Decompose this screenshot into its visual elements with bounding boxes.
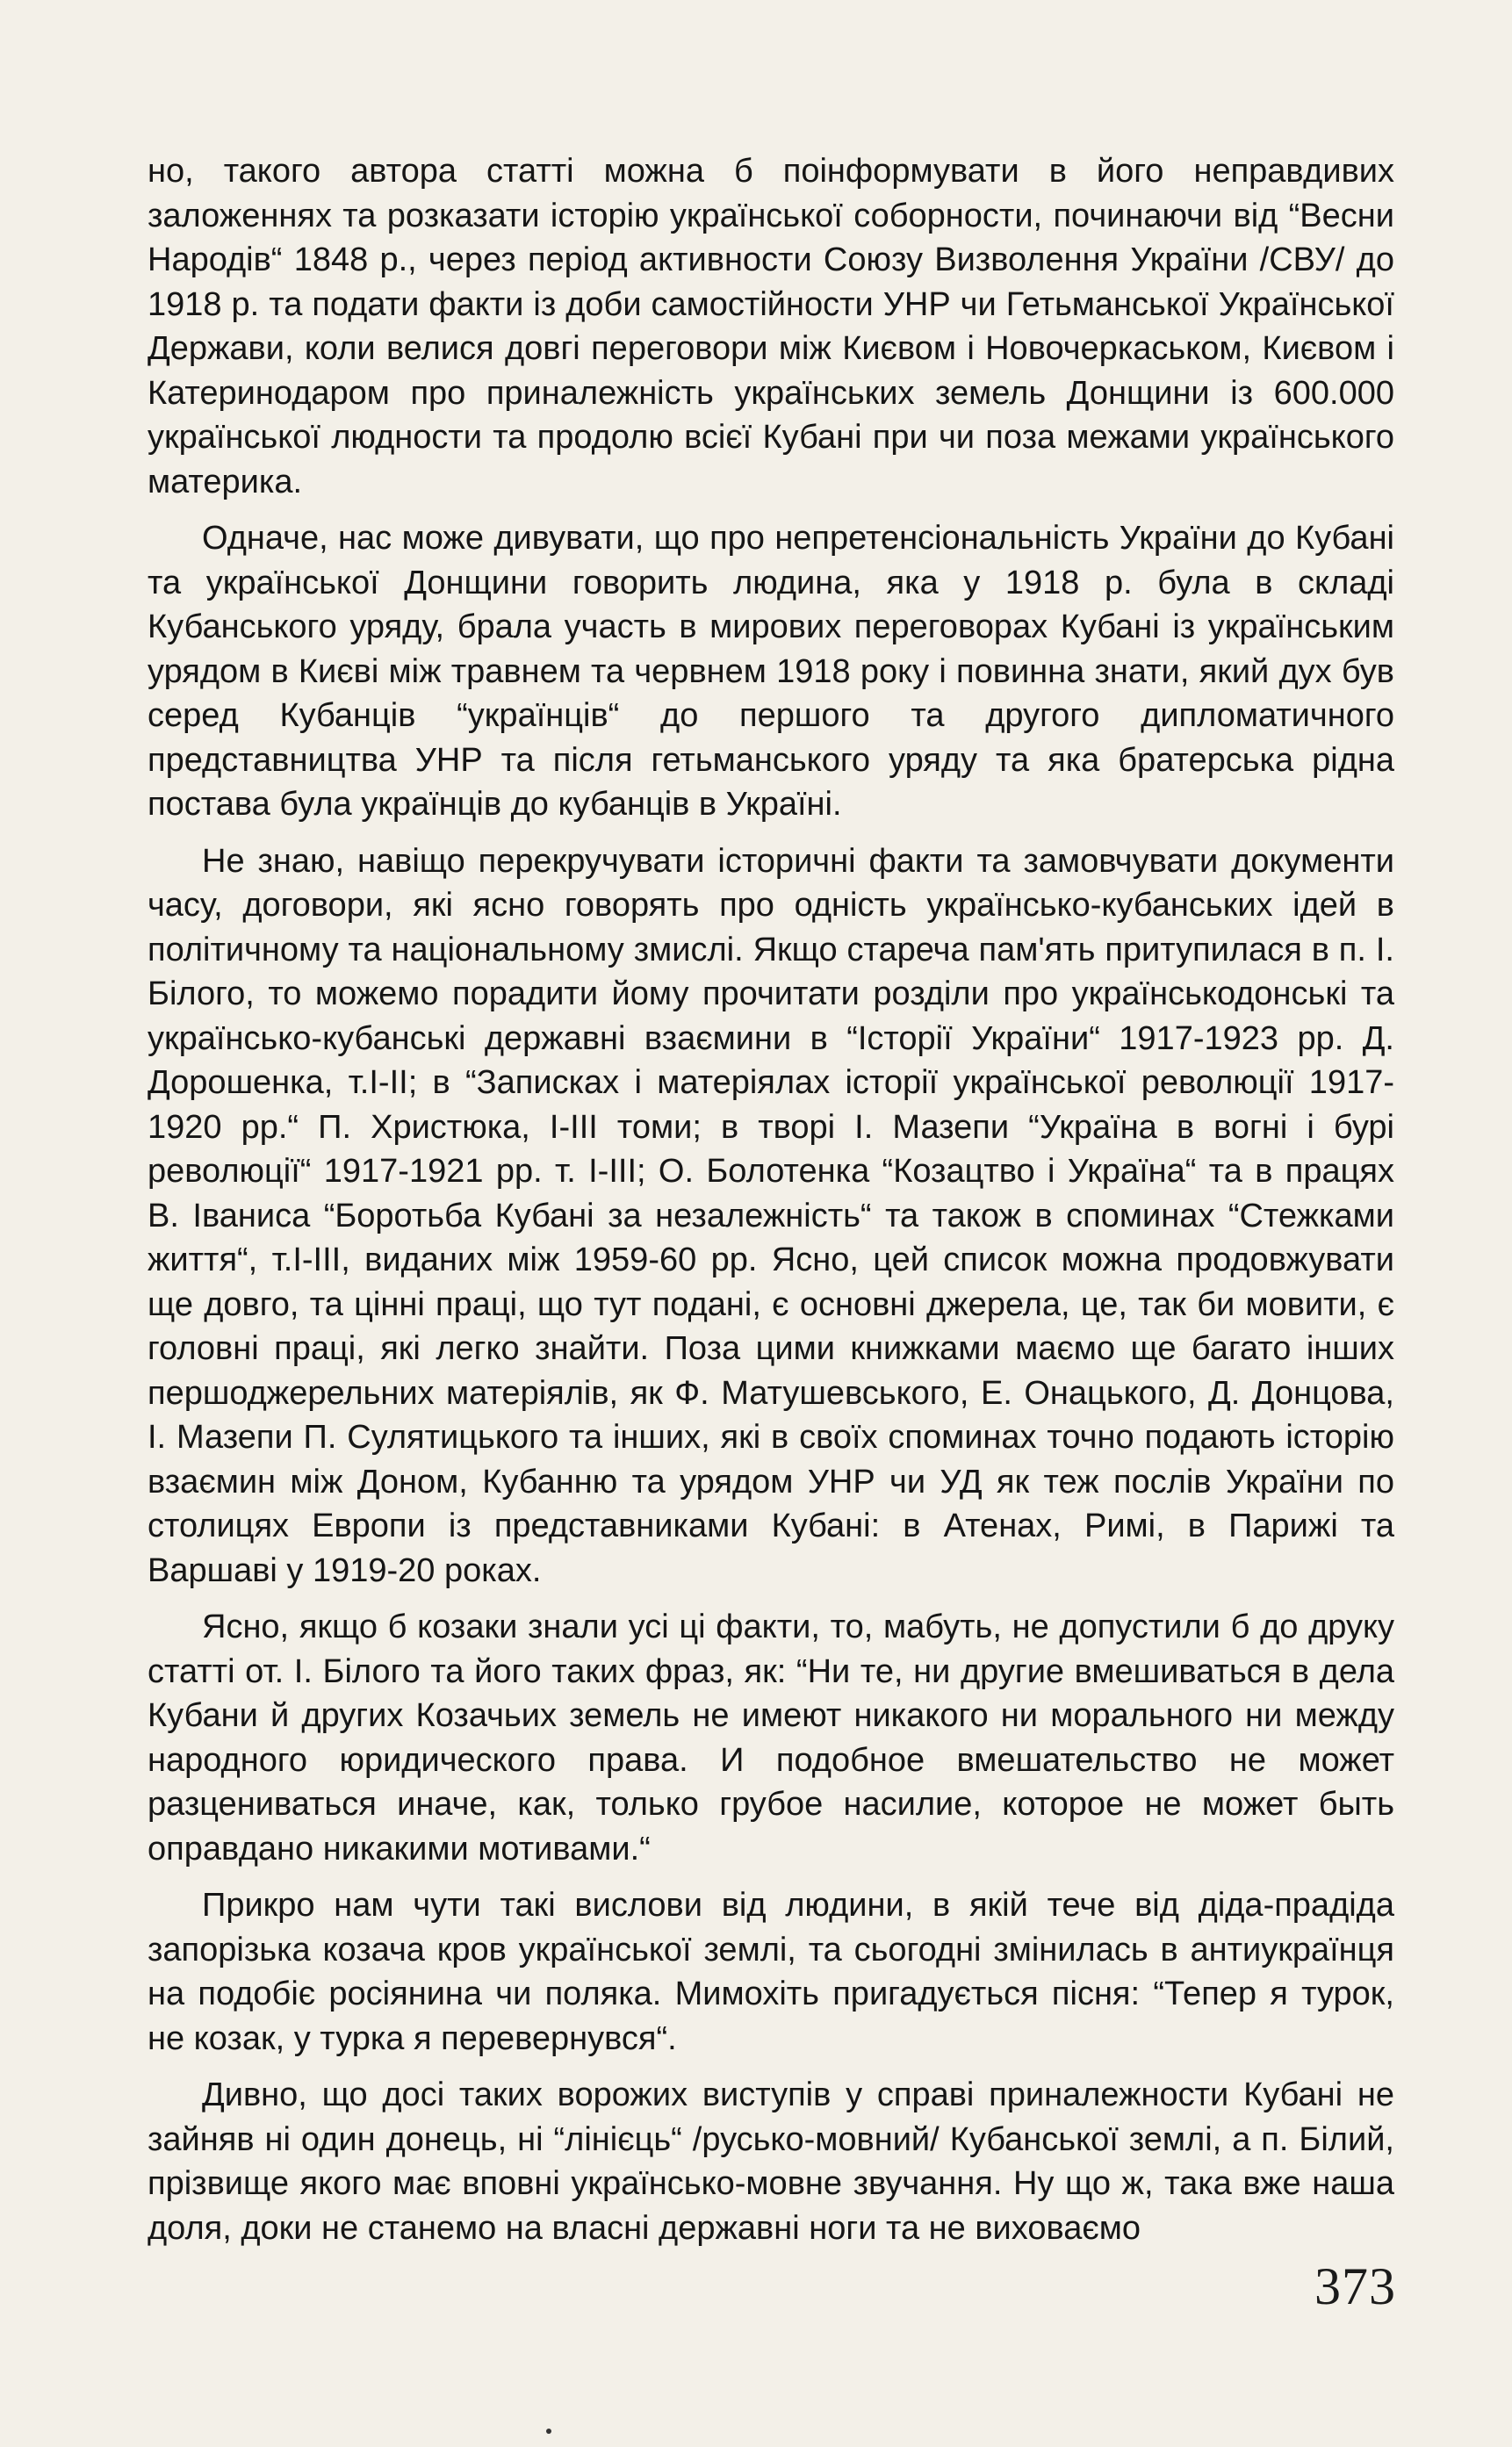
paragraph: Не знаю, навіщо перекручувати історичні факти та замовчувати документи часу, договори, які ясно говорять про одність українсько-кубанських ідей в політичному та національному змислі. Якщо стареча пам'ять притупилася в п. І. Білого, то можемо порадити йому прочитати розділи про українськодонські та українсько-кубанські державні взаємини в “Історії України“ 1917-1923 рр. Д. Дорошенка, т.І-ІІ; в “Записках і матеріялах історії української революції 1917-1920 рр.“ П. Христюка, І-ІІІ томи; в творі І. Мазепи “Україна в вогні і бурі революції“ 1917-1921 рр. т. І-ІІІ; О. Болотенка “Козацтво і Україна“ та в працях В. Іваниса “Боротьба Кубані за незалежність“ та також в споминах “Стежками життя“, т.І-ІІІ, виданих між 1959-60 рр. Ясно, цей список можна продовжувати ще довго, та цінні праці, що тут подані, є основні джерела, це, так би мовити, є головні праці, які легко знайти. Поза цими книжками маємо ще багато інших першоджерельних матеріялів, як Ф. Матушевського, Е. Онацького, Д. Донцова, І. Мазепи П. Сулятицького та інших, які в своїх споминах точно подають історію взаємин між Доном, Кубанню та урядом УНР чи УД як теж послів України по столицях Европи із представниками Кубані: в Атенах, Римі, в Парижі та Варшаві у 1919-20 роках. <box>148 842 1394 1589</box>
page-number: 373 <box>1314 2257 1396 2315</box>
paragraph: Дивно, що досі таких ворожих виступів у справі приналежности Кубані не зайняв ні один донець, ні “лінієць“ /русько-мовний/ Кубанської землі, а п. Білий, прізвище якого має вповні українсько-мовне звучання. Ну що ж, така вже наша доля, доки не станемо на власні державні ноги та не виховаємо <box>148 2076 1394 2247</box>
print-speck <box>546 2429 551 2434</box>
paragraph: Прикро нам чути такі вислови від людини, в якій тече від діда-прадіда запорізька козача кров української землі, та сьогодні змінилась в антиукраїнця на подобіє росіянина чи поляка. Мимохіть пригадується пісня: “Тепер я турок, не козак, у турка я перевернувся“. <box>148 1887 1394 2057</box>
paragraph: но, такого автора статті можна б поінформувати в його неправдивих заложеннях та розказати історію української соборности, починаючи від “Весни Народів“ 1848 р., через період активности Союзу Визволення України /СВУ/ до 1918 р. та подати факти із доби самостійности УНР чи Гетьманської Української Держави, коли велися довгі переговори між Києвом і Новочеркаськом, Києвом і Катеринодаром про приналежність українських земель Донщини із 600.000 української людности та продолю всієї Кубані при чи поза межами українського материка. <box>148 153 1394 500</box>
body-text <box>148 149 1394 2263</box>
paragraph: Ясно, якщо б козаки знали усі ці факти, то, мабуть, не допустили б до друку статті от. І. Білого та його таких фраз, як: “Ни те, ни другие вмешиваться в дела Кубани й других Козачьих земель не имеют никакого ни морального ни между народного юридического права. И подобное вмешательство не может разцениваться иначе, как, только грубое насилие, которое не может быть оправдано никакими мотивами.“ <box>148 1609 1394 1868</box>
paragraph: Одначе, нас може дивувати, що про непретенсіональність України до Кубані та української Донщини говорить людина, яка у 1918 р. була в складі Кубанського уряду, брала участь в мирових переговорах Кубані із українським урядом в Києві між травнем та червнем 1918 року і повинна знати, який дух був серед Кубанців “українців“ до першого та другого дипломатичного представництва УНР та після гетьманського уряду та яка братерська рідна постава була українців до кубанців в Україні. <box>148 520 1394 823</box>
